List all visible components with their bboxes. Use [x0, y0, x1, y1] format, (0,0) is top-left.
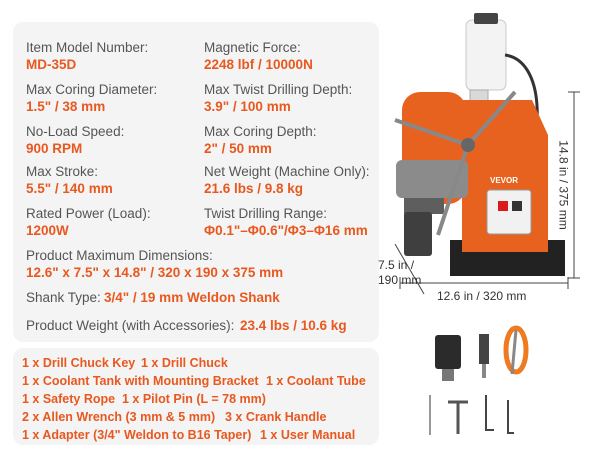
- net-weight-value: 21.6 lbs / 9.8 kg: [204, 181, 304, 196]
- package-item: 1 x Pilot Pin (L = 78 mm): [122, 392, 266, 406]
- speed-value: 900 RPM: [26, 141, 83, 156]
- coring-depth-value: 2" / 50 mm: [204, 141, 272, 156]
- package-item: 2 x Allen Wrench (3 mm & 5 mm): [22, 410, 216, 424]
- net-weight-label: Net Weight (Machine Only):: [204, 164, 370, 179]
- product-weight-label: Product Weight (with Accessories):: [26, 318, 235, 333]
- model-label: Item Model Number:: [26, 40, 149, 55]
- model-value: MD-35D: [26, 57, 77, 72]
- package-item: 3 x Crank Handle: [225, 410, 327, 424]
- package-item: 1 x Drill Chuck Key: [22, 356, 136, 370]
- dimensions-label: Product Maximum Dimensions:: [26, 248, 213, 263]
- twist-range-label: Twist Drilling Range:: [204, 206, 328, 221]
- speed-label: No-Load Speed:: [26, 124, 125, 139]
- width-dimension-label: 12.6 in / 320 mm: [437, 289, 527, 303]
- power-label: Rated Power (Load):: [26, 206, 151, 221]
- brand-logo: VEVOR: [490, 176, 519, 185]
- power-value: 1200W: [26, 223, 69, 238]
- drill-chuck-icon: [435, 335, 461, 369]
- stroke-label: Max Stroke:: [26, 164, 99, 179]
- package-item: 1 x Coolant Tank with Mounting Bracket: [22, 374, 259, 388]
- package-item: 1 x Safety Rope: [22, 392, 116, 406]
- tank-cap-icon: [474, 13, 498, 24]
- coring-depth-label: Max Coring Depth:: [204, 124, 317, 139]
- shank-label: Shank Type:: [26, 290, 101, 305]
- depth-dimension-label: 7.5 in /: [378, 258, 415, 272]
- twist-depth-label: Max Twist Drilling Depth:: [204, 82, 353, 97]
- twist-depth-value: 3.9" / 100 mm: [204, 99, 291, 114]
- coring-diameter-value: 1.5" / 38 mm: [26, 99, 106, 114]
- coolant-tank-icon: [466, 20, 506, 90]
- package-item: 1 x Drill Chuck: [141, 356, 228, 370]
- product-weight-value: 23.4 lbs / 10.6 kg: [240, 318, 347, 333]
- package-item: 1 x Coolant Tube: [266, 374, 366, 388]
- dimensions-value: 12.6" x 7.5" x 14.8" / 320 x 190 x 375 mm: [26, 265, 284, 280]
- magnet-switch-icon: [512, 201, 522, 211]
- stroke-value: 5.5" / 140 mm: [26, 181, 113, 196]
- spindle-housing-icon: [404, 198, 444, 214]
- package-item: 1 x Adapter (3/4" Weldon to B16 Taper): [22, 428, 252, 442]
- package-item: 1 x User Manual: [260, 428, 356, 442]
- adapter-icon: [479, 334, 489, 364]
- crank-hub-icon: [461, 138, 475, 152]
- shank-value: 3/4" / 19 mm Weldon Shank: [104, 290, 280, 305]
- twist-range-value: Φ0.1"–Φ0.6"/Φ3–Φ16 mm: [204, 223, 368, 238]
- coring-diameter-label: Max Coring Diameter:: [26, 82, 158, 97]
- annular-cutter-icon: [404, 212, 432, 256]
- height-dimension-label: 14.8 in / 375 mm: [556, 140, 571, 230]
- force-value: 2248 lbf / 10000N: [204, 57, 313, 72]
- allen-wrench-icon: [508, 400, 514, 433]
- allen-wrench-icon: [486, 395, 494, 430]
- force-label: Magnetic Force:: [204, 40, 301, 55]
- depth-dimension-label-mm: 190 mm: [378, 273, 422, 287]
- control-panel-icon: [487, 190, 531, 234]
- power-switch-icon: [498, 201, 508, 211]
